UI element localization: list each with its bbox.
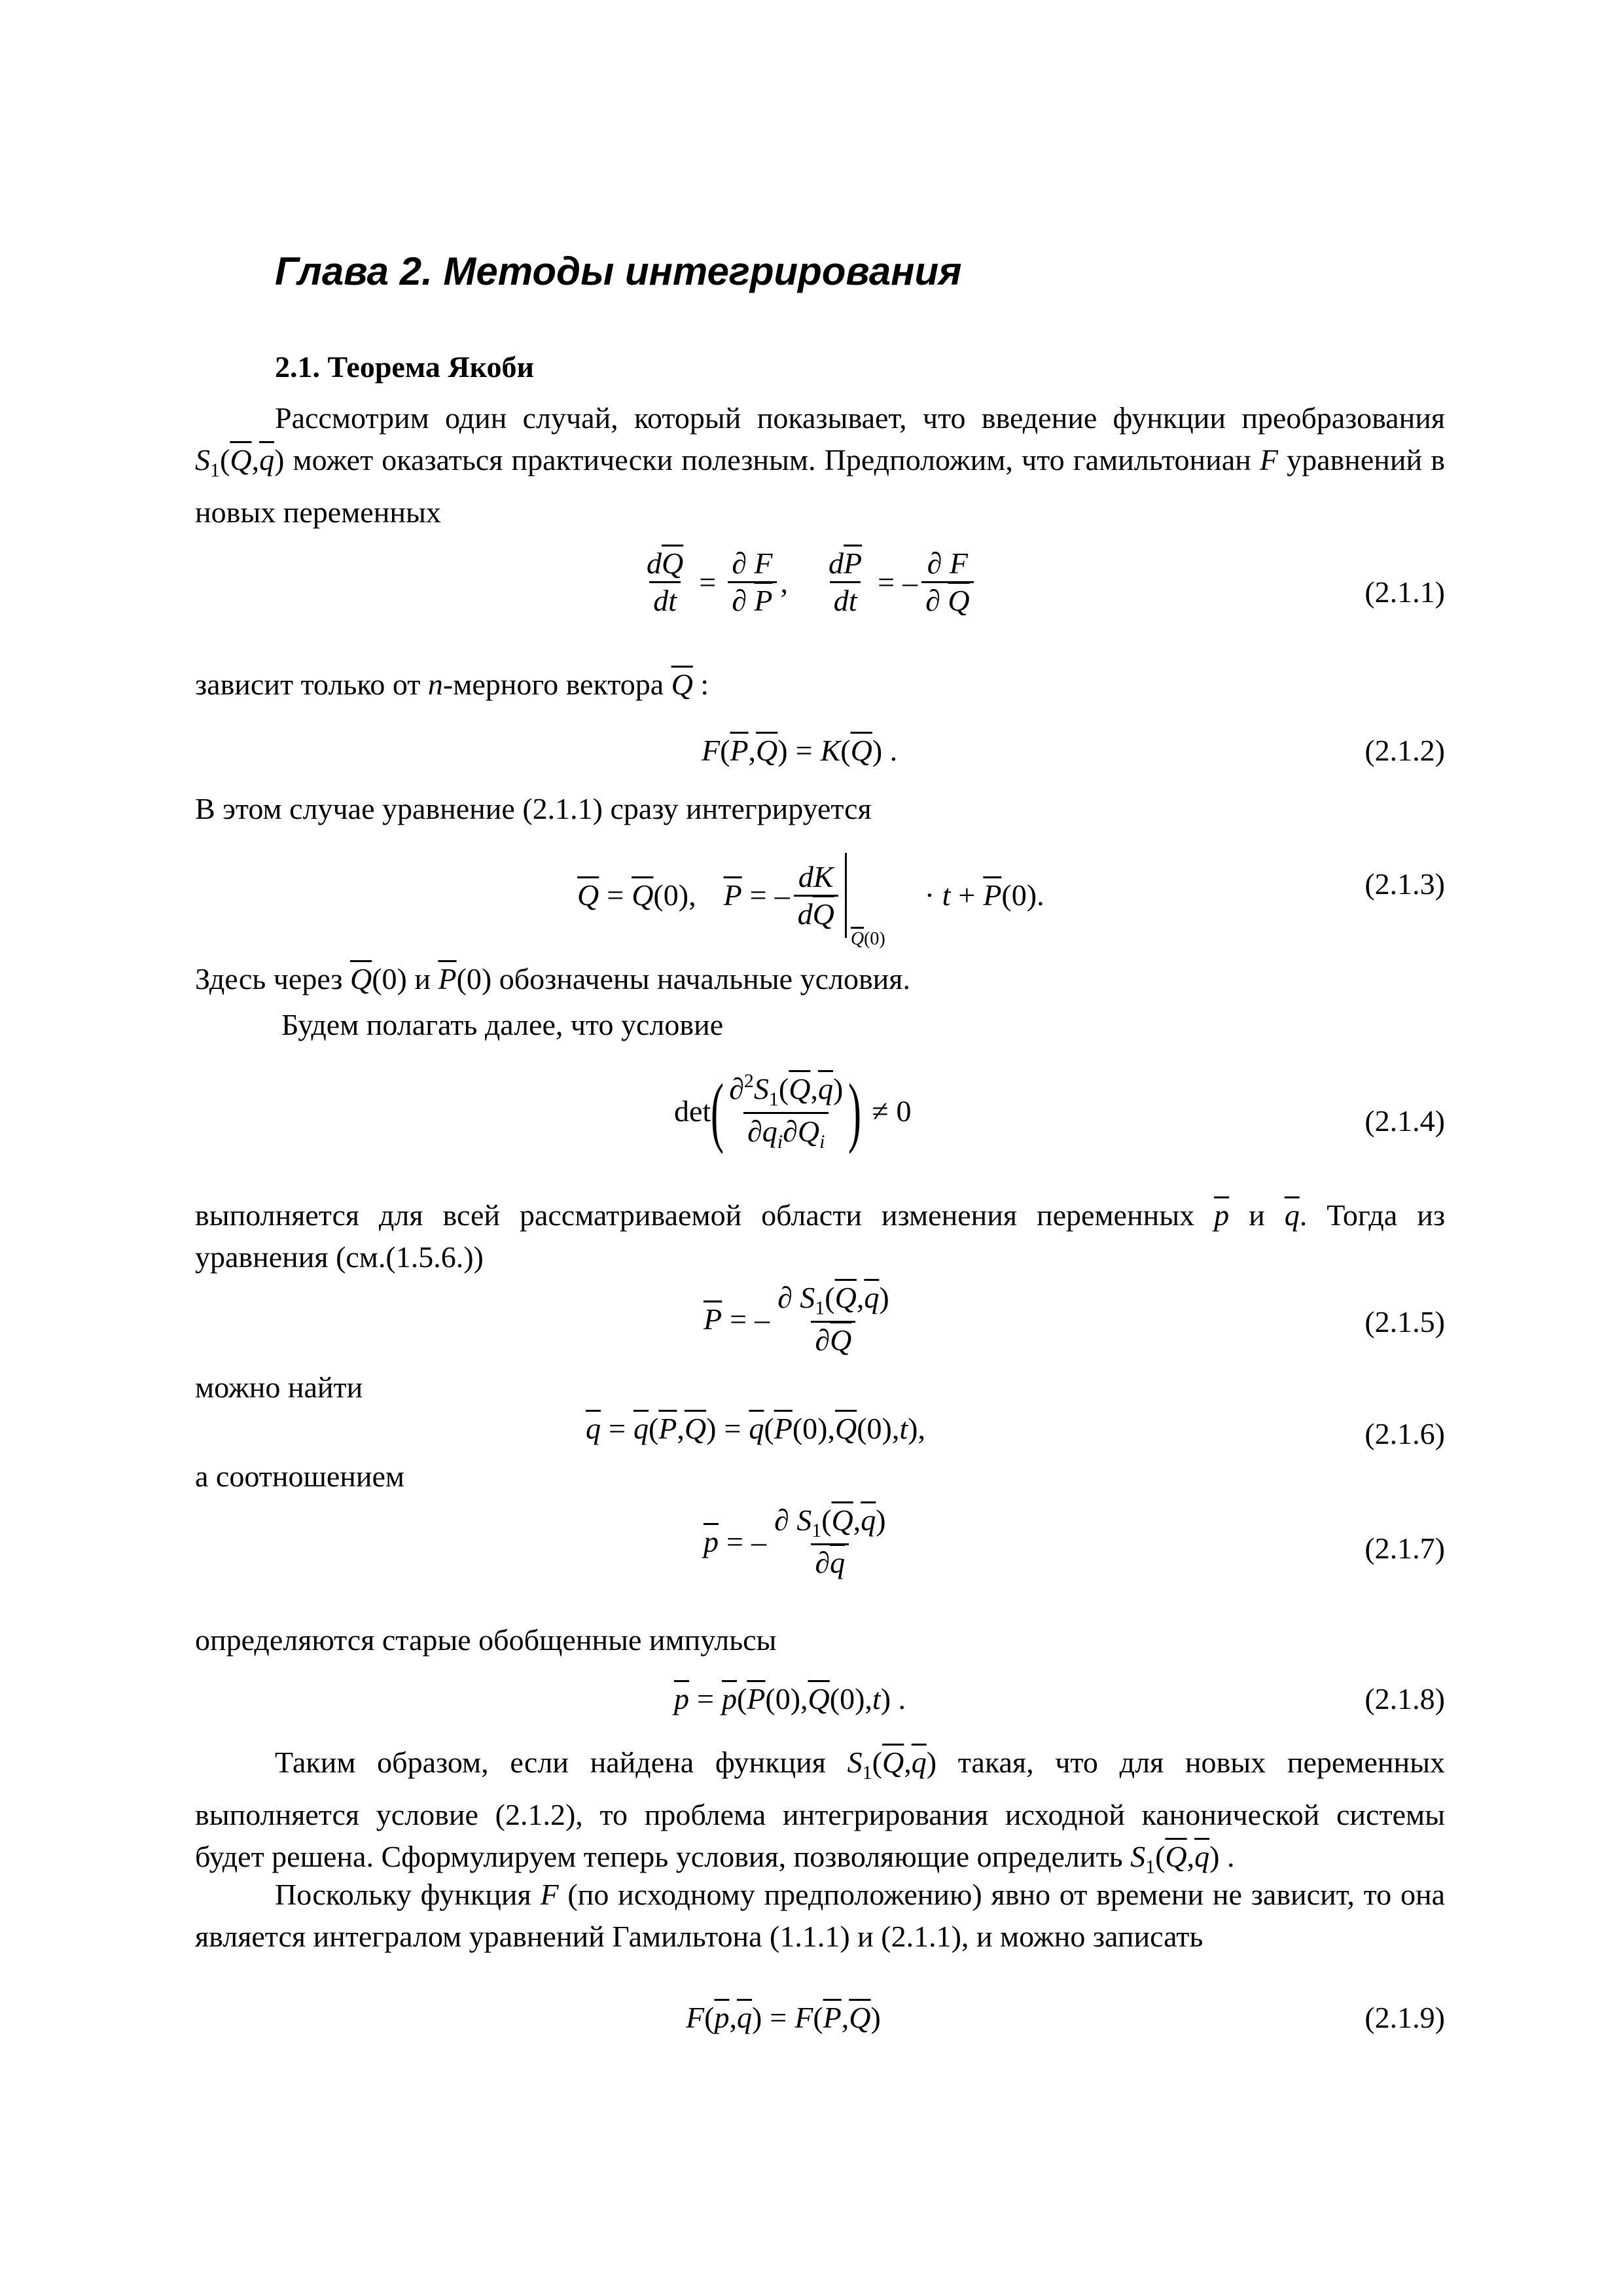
equation-2-1-5: $\overline{P}$ = – $\frac{\partial S_1(\overline{Q},\overline{q})}{\partial\overline{Q}}$ (704, 1281, 889, 1357)
inline-math-s1: $S_1(\overline{Q},\overline{q})$ (195, 443, 285, 481)
equation-2-1-8: $\overline{p}$ = $\overline{p}$ ( $\overline{P}$ (0) , $\overline{Q}$ (0) , t ) . (674, 1682, 906, 1715)
paragraph-intro: Рассмотрим один случай, который показывает, что введение функции преобразования $S_1(\overline{Q},\overline{q})$ может оказаться практически полезным. Предположим, что гамильтониан F уравнений в новых переменных (195, 401, 1445, 529)
paragraph-initial-conditions: Здесь через $\overline{Q}(0)$ и $\overline{P}(0)$ обозначены начальные условия. (195, 962, 910, 996)
equation-2-1-7: $\overline{p}$ = – $\frac{\partial S_1(\overline{Q},\overline{q})}{\partial\overline{q}}$ (704, 1503, 886, 1579)
paragraph-old-momenta: определяются старые обобщенные импульсы (195, 1623, 777, 1657)
paragraph-thus: Таким образом, если найдена функция $S_1(\overline{Q},\overline{q})$ такая, что для новых переменных выполняется условие (2.1.2), то проблема интегрирования исходной канонической системы будет решена. Сформулируем теперь условия, позволяющие определить $S_1(\overline{Q},\overline{q})$ . (195, 1746, 1445, 1878)
equation-number: (2.1.3) (1364, 867, 1445, 901)
equation-2-1-1: $\frac{d\overline{Q}}{dt}$ = $\frac{\partial F}{\partial \overline{P}}$ , $\frac{d\overline{P}}{dt}$ = – $\frac{\partial F}{\partial \overline{Q}}$ (639, 548, 978, 616)
paragraph-since: Поскольку функция F (по исходному предположению) явно от времени не зависит, то она является интегралом уравнений Гамильтона (1.1.1) и (2.1.1), и можно записать (195, 1878, 1445, 1953)
evaluation-bar (845, 853, 847, 938)
equation-2-1-6: $\overline{q}$ = $\overline{q}$ ( $\overline{P}$ , $\overline{Q}$ ) = $\overline{q}$ ( $\overline{P}$ (0) , $\overline{Q}$ (0) , t ) , (586, 1412, 925, 1445)
equation-number: (2.1.8) (1364, 1682, 1445, 1715)
equation-number: (2.1.9) (1364, 2001, 1445, 2034)
paragraph-assume: Будем полагать далее, что условие (281, 1008, 724, 1041)
section-title: 2.1. Теорема Якоби (275, 350, 534, 384)
equation-number: (2.1.4) (1364, 1104, 1445, 1138)
equation-2-1-9: F ( $\overline{p}$ , $\overline{q}$ ) = F ( $\overline{P}$ , $\overline{Q}$ ) (686, 2001, 881, 2034)
equation-2-1-2: F ( $\overline{P}$ , $\overline{Q}$ ) = K ( $\overline{Q}$ ) . (702, 734, 898, 767)
equation-number: (2.1.6) (1364, 1417, 1445, 1450)
equation-number: (2.1.5) (1364, 1305, 1445, 1338)
paragraph-relation: а соотношением (195, 1460, 405, 1493)
equation-number: (2.1.2) (1364, 734, 1445, 767)
paragraph-can-find: можно найти (195, 1371, 363, 1404)
equation-2-1-3: $\overline{Q}$ = $\overline{Q}$ (0) , $\overline{P}$ = – $\frac{dK}{d\overline{Q}}$ $\overline{Q}(0)$ · t + $\overline{P}$ (0) . (577, 846, 1044, 944)
paragraph-holds: выполняется для всей рассматриваемой области изменения переменных $\overline{p}$ и $\overline{q}$. Тогда из уравнения (см.(1.5.6.)) (195, 1198, 1445, 1274)
equation-number: (2.1.1) (1364, 575, 1445, 609)
equation-2-1-4: det ( $\frac{\partial^2S_1(\overline{Q},\overline{q})}{\partial q_i\partial Q_i}$ ) ≠ 0 (674, 1067, 912, 1155)
paragraph-integrates: В этом случае уравнение (2.1.1) сразу интегрируется (195, 792, 872, 825)
chapter-title: Глава 2. Методы интегрирования (275, 249, 962, 293)
paragraph-depends: зависит только от n-мерного вектора $\overline{Q}$ : (195, 668, 709, 701)
equation-number: (2.1.7) (1364, 1532, 1445, 1565)
